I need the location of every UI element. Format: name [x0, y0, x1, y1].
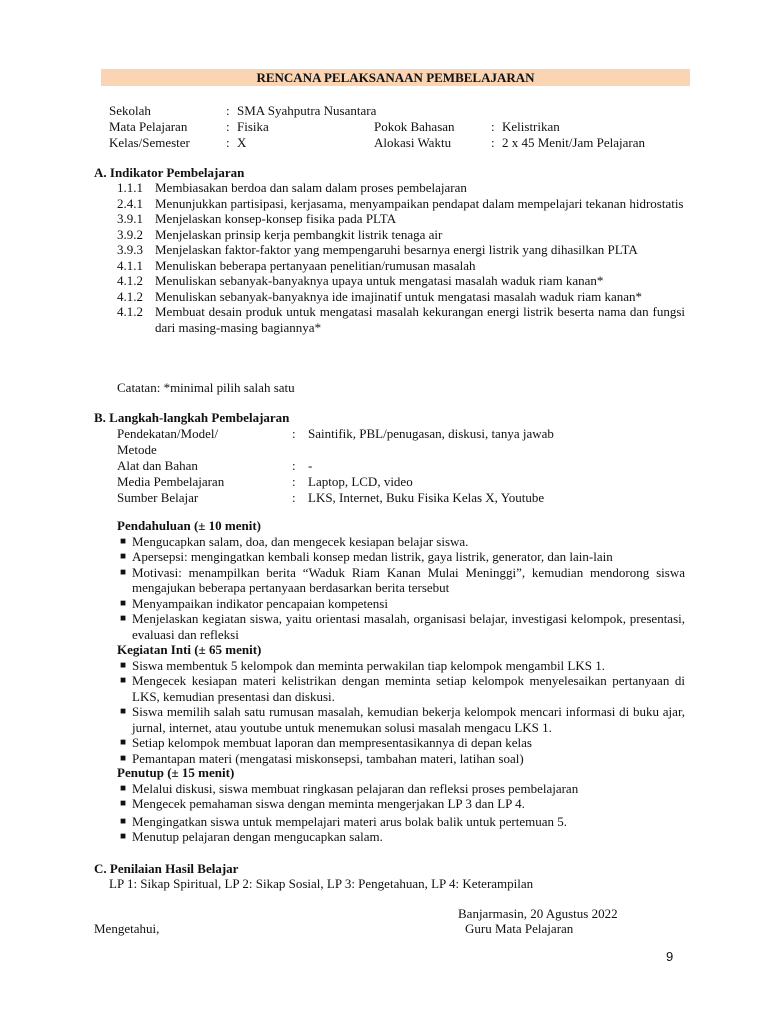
list-item-text: Melalui diskusi, siswa membuat ringkasan pelajaran dan refleksi proses pembelajaran [132, 780, 579, 796]
bullet-icon: ■ [120, 798, 127, 809]
list-item [117, 242, 685, 258]
section-a-heading: A. Indikator Pembelajaran [94, 165, 245, 180]
bullet-icon: ■ [120, 752, 127, 764]
indicator-code: 3.9.1 [117, 211, 143, 226]
learning-setup [117, 426, 685, 506]
info-value: Kelistrikan [502, 119, 560, 134]
setup-row [117, 426, 685, 442]
bullet-icon: ■ [120, 782, 127, 794]
identity-block [109, 103, 709, 151]
info-label: Sekolah [109, 103, 151, 118]
bullet-icon: ■ [120, 613, 127, 624]
setup-row [117, 490, 685, 506]
list-item [117, 196, 685, 212]
indicator-code: 4.1.2 [117, 273, 143, 288]
setup-label: Media Pembelajaran [117, 474, 225, 489]
bullet-icon: ■ [120, 675, 127, 686]
bullet-icon: ■ [120, 659, 127, 671]
indicator-code: 2.4.1 [117, 195, 143, 211]
list-item [117, 704, 685, 735]
setup-colon: : [292, 458, 296, 473]
list-item-text: Mengecek kesiapan materi kelistrikan dengan meminta setiap kelompok menyelesaikan pertanyaan di LKS, kemudian presentasi dan diskusi. [132, 673, 685, 704]
list-item-text: Pemantapan materi (mengatasi miskonsepsi, tambahan materi, latihan soal) [132, 750, 524, 766]
info-label: Alokasi Waktu [374, 135, 452, 150]
indicator-text: Menjelaskan konsep-konsep fisika pada PLTA [155, 211, 397, 226]
section-b-heading: B. Langkah-langkah Pembelajaran [94, 410, 290, 425]
indicator-code: 4.1.2 [117, 304, 143, 319]
indicator-code: 3.9.3 [117, 242, 143, 257]
list-item-text: Siswa memilih salah satu rumusan masalah, kemudian bekerja kelompok mencari informasi di buku ajar, jurnal, internet, atau youtube untuk menemukan solusi masalah mengacu LKS 1. [132, 704, 685, 735]
info-label: Pokok Bahasan [374, 119, 455, 134]
list-item [117, 289, 685, 305]
info-label: Mata Pelajaran [109, 119, 188, 134]
setup-colon: : [292, 490, 296, 505]
phase-list [117, 781, 685, 845]
indicator-text: Membuat desain produk untuk mengatasi masalah kekurangan energi listrik beserta nama dan fungsi dari masing-masing bagiannya* [155, 304, 685, 335]
phase-title: Pendahuluan (± 10 menit) [117, 518, 262, 533]
list-item-text: Menjelaskan kegiatan siswa, yaitu orientasi masalah, organisasi belajar, investigasi kelompok, presentasi, evaluasi dan refleksi [132, 611, 685, 642]
info-colon: : [491, 119, 495, 134]
phase-title: Penutup (± 15 menit) [117, 765, 235, 780]
indicator-code: 4.1.1 [117, 257, 143, 273]
info-value: X [237, 135, 247, 150]
info-colon: : [226, 119, 230, 134]
list-item [117, 829, 685, 845]
info-colon: : [226, 135, 230, 150]
setup-label: Sumber Belajar [117, 490, 199, 505]
indicator-text: Menunjukkan partisipasi, kerjasama, menyampaikan pendapat dalam mempelajari tekanan hidrostatis [155, 195, 684, 211]
list-item-text: Siswa membentuk 5 kelompok dan meminta perwakilan tiap kelompok mengambil LKS 1. [132, 657, 605, 673]
bullet-icon: ■ [120, 737, 127, 748]
bullet-icon: ■ [120, 597, 127, 609]
phase-inti [117, 642, 685, 766]
phase-penutup [117, 765, 685, 845]
list-item [117, 534, 685, 550]
setup-colon: : [292, 474, 296, 489]
signature-place-date: Banjarmasin, 20 Agustus 2022 [458, 906, 618, 921]
phase-pendahuluan [117, 518, 685, 642]
bullet-icon: ■ [120, 566, 127, 578]
list-item-text: Mengucapkan salam, doa, dan mengecek kesiapan belajar siswa. [132, 533, 469, 549]
list-item [117, 180, 685, 196]
assessment-text: LP 1: Sikap Spiritual, LP 2: Sikap Sosial, LP 3: Pengetahuan, LP 4: Keterampilan [109, 876, 534, 891]
list-item [117, 673, 685, 704]
indicator-text: Menjelaskan prinsip kerja pembangkit listrik tenaga air [155, 226, 443, 242]
setup-label: Pendekatan/Model/ [117, 426, 219, 441]
phase-list [117, 534, 685, 643]
list-item-text: Motivasi: menampilkan berita “Waduk Riam Kanan Mulai Meninggi”, kemudian mendorong siswa mengajukan beberapa pertanyaan berdasarkan berita tersebut [132, 564, 685, 595]
indicator-text: Membiasakan berdoa dan salam dalam proses pembelajaran [155, 180, 467, 195]
list-item [117, 781, 685, 797]
list-item [117, 227, 685, 243]
section-c-heading: C. Penilaian Hasil Belajar [94, 861, 239, 876]
info-row-kelas [109, 135, 709, 151]
page-number: 9 [666, 949, 674, 964]
list-item [117, 258, 685, 274]
info-value: 2 x 45 Menit/Jam Pelajaran [502, 135, 645, 150]
setup-value: Saintifik, PBL/penugasan, diskusi, tanya jawab [308, 426, 554, 441]
list-item-text: Setiap kelompok membuat laporan dan mempresentasikannya di depan kelas [132, 735, 532, 750]
info-colon: : [491, 135, 495, 150]
phase-list [117, 658, 685, 767]
list-item [117, 735, 685, 751]
setup-value: Laptop, LCD, video [308, 474, 413, 489]
setup-label: Metode [117, 442, 157, 457]
list-item-text: Mengingatkan siswa untuk mempelajari materi arus bolak balik untuk pertemuan 5. [132, 813, 568, 829]
setup-label: Alat dan Bahan [117, 458, 198, 473]
setup-value: - [308, 458, 313, 473]
bullet-icon: ■ [120, 815, 127, 827]
signature-right: Guru Mata Pelajaran [465, 921, 574, 936]
indicator-note: Catatan: *minimal pilih salah satu [117, 380, 295, 395]
info-row-mapel [109, 119, 709, 135]
setup-row [117, 458, 685, 474]
setup-colon: : [292, 426, 296, 441]
bullet-icon: ■ [120, 706, 127, 717]
indicator-text: Menjelaskan faktor-faktor yang mempengaruhi besarnya energi listrik yang dihasilkan PLTA [155, 242, 638, 257]
phase-title: Kegiatan Inti (± 65 menit) [117, 642, 262, 657]
setup-row [117, 442, 685, 458]
list-item-text: Mengecek pemahaman siswa dengan meminta mengerjakan LP 3 dan LP 4. [132, 796, 525, 811]
bullet-icon: ■ [120, 535, 127, 547]
info-value: SMA Syahputra Nusantara [237, 103, 377, 118]
list-item [117, 751, 685, 767]
indicator-code: 1.1.1 [117, 180, 143, 195]
setup-row [117, 474, 685, 490]
bullet-icon: ■ [120, 551, 127, 562]
indicator-text: Menuliskan beberapa pertanyaan penelitian/rumusan masalah [155, 257, 476, 273]
document-title: RENCANA PELAKSANAAN PEMBELAJARAN [101, 69, 690, 86]
list-item [117, 565, 685, 596]
indicator-code: 3.9.2 [117, 226, 143, 242]
indicator-list [117, 180, 685, 335]
indicator-text: Menuliskan sebanyak-banyaknya ide imajinatif untuk mengatasi masalah waduk riam kanan* [155, 288, 642, 304]
list-item [117, 211, 685, 227]
info-row-sekolah [109, 103, 709, 119]
list-item [117, 596, 685, 612]
list-item [117, 658, 685, 674]
list-item-text: Menutup pelajaran dengan mengucapkan salam. [132, 829, 383, 844]
info-colon: : [226, 103, 230, 118]
list-item [117, 304, 685, 335]
info-label: Kelas/Semester [109, 135, 190, 150]
list-item-text: Menyampaikan indikator pencapaian kompetensi [132, 595, 388, 611]
list-item [117, 814, 685, 830]
indicator-code: 4.1.2 [117, 288, 143, 304]
list-item-text: Apersepsi: mengingatkan kembali konsep medan listrik, gaya listrik, generator, dan lain-lain [132, 549, 613, 564]
list-item [117, 549, 685, 565]
list-item [117, 796, 685, 812]
setup-value: LKS, Internet, Buku Fisika Kelas X, Youtube [308, 490, 545, 505]
signature-left: Mengetahui, [94, 921, 160, 936]
bullet-icon: ■ [120, 831, 127, 842]
info-value: Fisika [237, 119, 269, 134]
indicator-text: Menuliskan sebanyak-banyaknya upaya untuk mengatasi masalah waduk riam kanan* [155, 273, 604, 288]
list-item [117, 273, 685, 289]
list-item [117, 611, 685, 642]
